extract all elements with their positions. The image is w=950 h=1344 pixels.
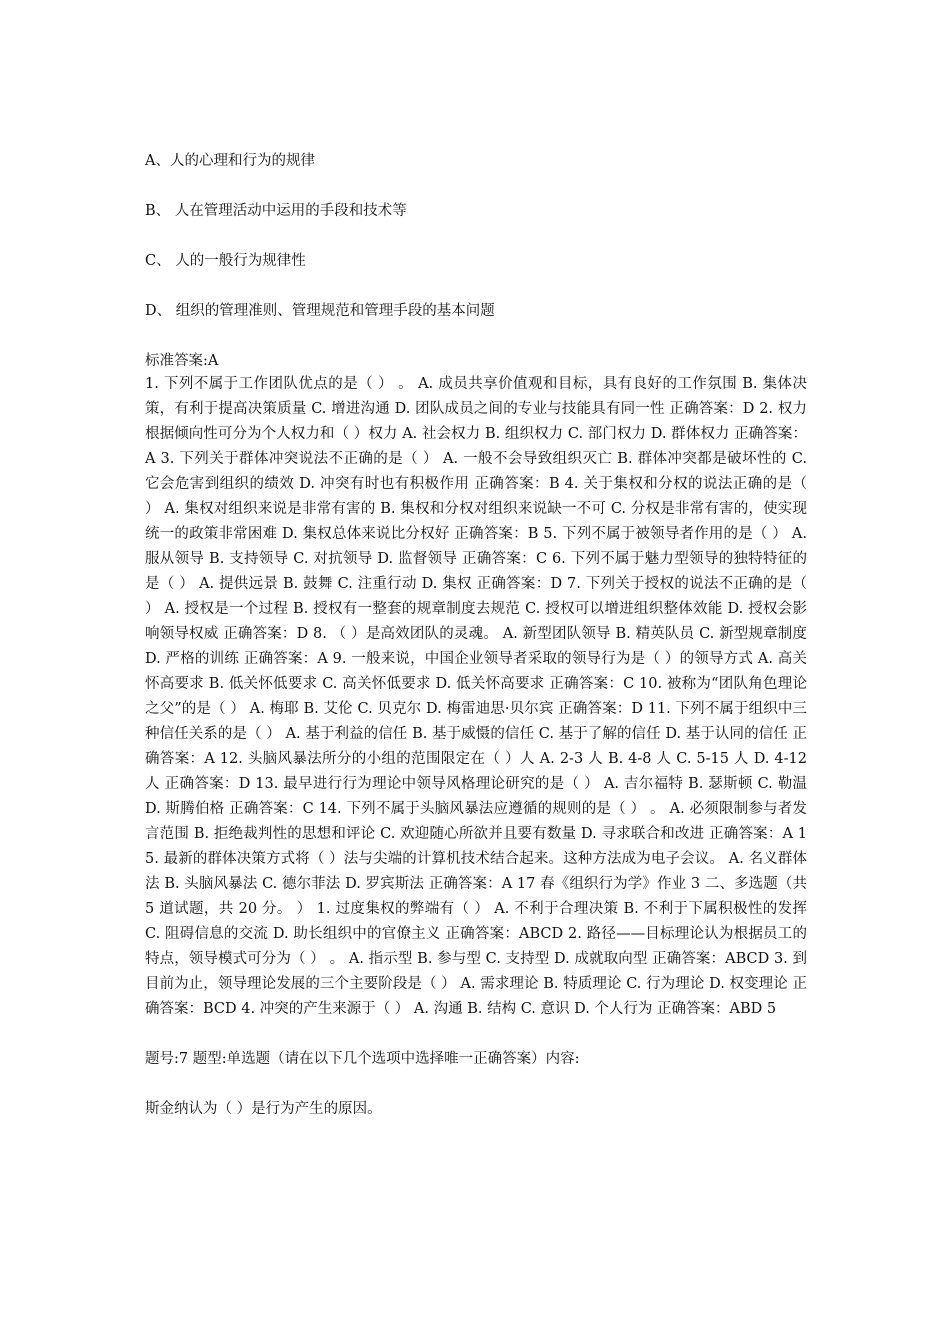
option-d: D、 组织的管理准则、管理规范和管理手段的基本问题 [145,303,495,319]
standard-answer: 标准答案:A [145,353,219,369]
option-c: C、 人的一般行为规律性 [145,253,306,269]
question-block-paragraph: 1. 下列不属于工作团队优点的是（ ） 。 A. 成员共享价值观和目标，具有良好的工作氛围 B. 集体决策，有利于提高决策质量 C. 增进沟通 D. 团队成员之间的专业与技能具有同一性 正确答案：D 2. 权力根据倾向性可分为个人权力和（ ）权力 A. 社会权力 B. 组织权力 C. 部门权力 D. 群体权力 正确答案：A 3. 下列关于群体冲突说法不正确的是（ ） A. 一般不会导致组织灭亡 B. 群体冲突都是破坏性的 C. 它会危害到组织的绩效 D. 冲突有时也有积极作用 正确答案：B 4. 关于集权和分权的说法正确的是（ ） A. 集权对组织来说是非常有害的 B. 集权和分权对组织来说缺一不可 C. 分权是非常有害的，使实现统一的政策非常困难 D. 集权总体来说比分权好 正确答案：B 5. 下列不属于被领导者作用的是（ ） A. 服从领导 B. 支持领导 C. 对抗领导 D. 监督领导 正确答案：C 6. 下列不属于魅力型领导的独特特征的是（ ） A. 提供远景 B. 鼓舞 C. 注重行动 D. 集权 正确答案：D 7. 下列关于授权的说法不正确的是（ ） A. 授权是一个过程 B. 授权有一整套的规章制度去规范 C. 授权可以增进组织整体效能 D. 授权会影响领导权威 正确答案：D 8. （ ）是高效团队的灵魂。 A. 新型团队领导 B. 精英队员 C. 新型规章制度 D. 严格的训练 正确答案：A 9. 一般来说，中国企业领导者采取的领导行为是（ ）的领导方式 A. 高关怀高要求 B. 低关怀低要求 C. 高关怀低要求 D. 低关怀高要求 正确答案：C 10. 被称为“团队角色理论之父”的是（ ） A. 梅耶 B. 艾伦 C. 贝克尔 D. 梅雷迪思·贝尔宾 正确答案：D 11. 下列不属于组织中三种信任关系的是（ ） A. 基于利益的信任 B. 基于威慑的信任 C. 基于了解的信任 D. 基于认同的信任 正确答案：A 12. 头脑风暴法所分的小组的范围限定在（ ）人 A. 2-3 人 B. 4-8 人 C. 5-15 人 D. 4-12 人 正确答案：D 13. 最早进行行为理论中领导风格理论研究的是（ ） A. 吉尔福特 B. 瑟斯顿 C. 勒温 D. 斯腾伯格 正确答案：C 14. 下列不属于头脑风暴法应遵循的规则的是（ ） 。 A. 必须限制参与者发言范围 B. 拒绝裁判性的思想和评论 C. 欢迎随心所欲并且要有数量 D. 寻求联合和改进 正确答案：A 15. 最新的群体决策方式将（ ）法与尖端的计算机技术结合起来。这种方法成为电子会议。 A. 名义群体法 B. 头脑风暴法 C. 德尔菲法 D. 罗宾斯法 正确答案：A 17 春《组织行为学》作业 3 二、多选题（共 5 道试题，共 20 分。 ） 1. 过度集权的弊端有（ ） A. 不利于合理决策 B. 不利于下属积极性的发挥 C. 阻碍信息的交流 D. 助长组织中的官僚主义 正确答案：ABCD 2. 路径——目标理论认为根据员工的特点，领导模式可分为（ ） 。 A. 指示型 B. 参与型 C. 支持型 D. 成就取向型 正确答案：ABCD 3. 到目前为止，领导理论发展的三个主要阶段是（ ） A. 需求理论 B. 特质理论 C. 行为理论 D. 权变理论 正确答案：BCD 4. 冲突的产生来源于（ ） A. 沟通 B. 结构 C. 意识 D. 个人行为 正确答案：ABD 5 [145,376,807,1017]
option-a: A、人的心理和行为的规律 [145,153,315,169]
question-text: 斯金纳认为（ ）是行为产生的原因。 [145,1101,382,1117]
option-b: B、 人在管理活动中运用的手段和技术等 [145,203,407,219]
question-meta: 题号:7 题型:单选题（请在以下几个选项中选择唯一正确答案）内容: [145,1051,580,1067]
document-page [145,150,807,1120]
